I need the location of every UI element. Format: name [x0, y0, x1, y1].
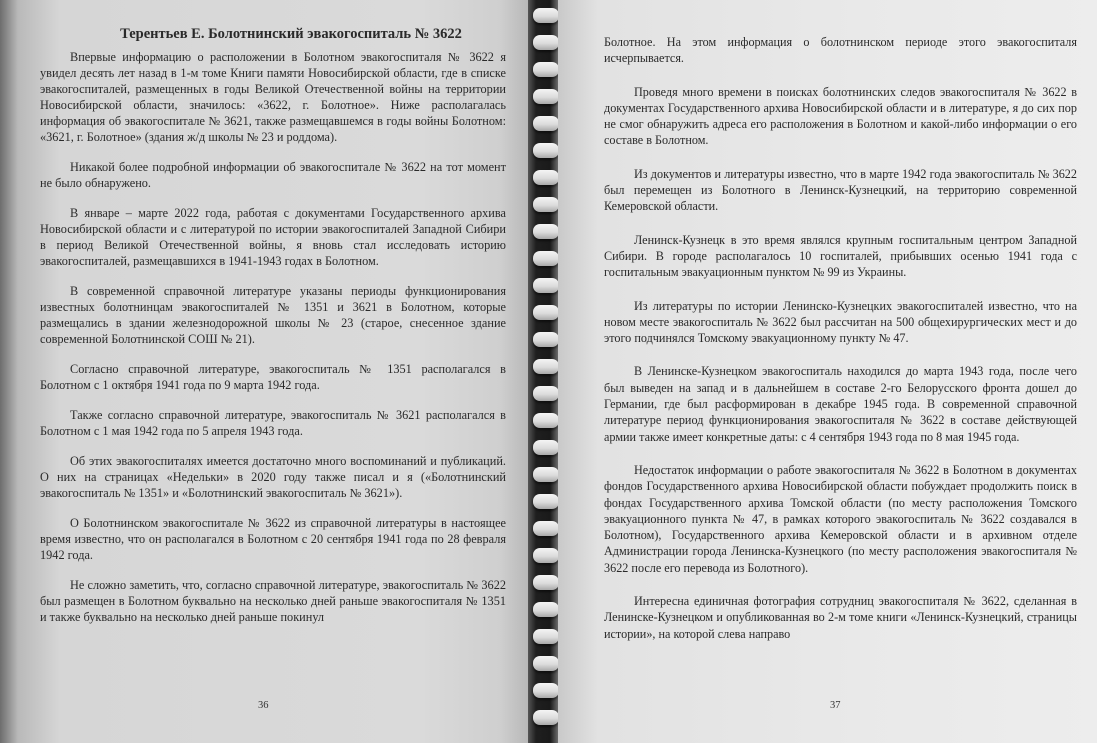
- binding-coil: [533, 602, 559, 617]
- binding-coil: [533, 413, 559, 428]
- binding-coil: [533, 224, 559, 239]
- right-page: [558, 0, 1097, 743]
- binding-coil: [533, 710, 559, 725]
- page-number: 37: [830, 700, 841, 711]
- paragraph: Не сложно заметить, что, согласно справочной литературе, эвакогоспиталь № 3622 был размещен в Болотном буквально на несколько дней раньше эвакогоспиталя № 1351 и также буквально на несколько дней раньше покинул: [40, 578, 506, 624]
- binding-coil: [533, 170, 559, 185]
- paragraph: Об этих эвакогоспиталях имеется достаточно много воспоминаний и публикаций. О них на страницах «Недельки» в 2020 году также писал и я («Болотнинский эвакогоспиталь № 1351» и «Болотнинский эвакогоспиталь № 3621»).: [40, 454, 506, 500]
- binding-coil: [533, 521, 559, 536]
- binding-coil: [533, 62, 559, 77]
- paragraph: О Болотнинском эвакогоспитале № 3622 из справочной литературы в настоящее время известно, что он располагался в Болотном с 20 сентября 1941 года по 28 февраля 1942 года.: [40, 516, 506, 562]
- binding-coil: [533, 278, 559, 293]
- page-number: 36: [258, 700, 269, 711]
- binding-coil: [533, 548, 559, 563]
- paragraph: Из литературы по истории Ленинско-Кузнецких эвакогоспиталей известно, что на новом месте эвакогоспиталь № 3622 был рассчитан на 500 общехирургических мест и до этого подчинялся Томскому эвакуационному пункту № 47.: [604, 298, 1077, 346]
- binding-coil: [533, 359, 559, 374]
- paragraph: Согласно справочной литературе, эвакогоспиталь № 1351 располагался в Болотном с 1 октября 1941 года по 9 марта 1942 года.: [40, 362, 506, 392]
- paragraph: Из документов и литературы известно, что в марте 1942 года эвакогоспиталь № 3622 был перемещен из Болотного в Ленинск-Кузнецкий, на территорию современной Кемеровской области.: [604, 166, 1077, 214]
- article-title: Терентьев Е. Болотнинский эвакогоспиталь № 3622: [120, 26, 462, 42]
- binding-coil: [533, 440, 559, 455]
- binding-coil: [533, 197, 559, 212]
- paragraph: В Ленинске-Кузнецком эвакогоспиталь находился до марта 1943 года, после чего был выведен на запад и в дальнейшем в составе 2-го Белорусского фронта дошел до Германии, где был расформирован в декабре 1945 года. В современной справочной литературе период функционирования эвакогоспиталя № 3622 в составе действующей армии также имеет конкретные даты: с 4 сентября 1943 года по 8 мая 1945 года.: [604, 364, 1077, 444]
- paragraph: В январе – марте 2022 года, работая с документами Государственного архива Новосибирской области и с литературой по истории эвакогоспиталей Западной Сибири в период Великой Отечественной войны, я вновь стал исследовать историю эвакогоспиталей, размещавшихся в 1941-1943 годах в Болотном.: [40, 206, 506, 268]
- paragraph: Интересна единичная фотография сотрудниц эвакогоспиталя № 3622, сделанная в Ленинске-Кузнецком и опубликованная во 2-м томе книги «Ленинск-Кузнецкий, страницы истории», на которой слева направо: [604, 594, 1077, 641]
- binding-coil: [533, 629, 559, 644]
- left-page: [0, 0, 528, 743]
- binding-coil: [533, 35, 559, 50]
- paragraph: Ленинск-Кузнецк в это время являлся крупным госпитальным центром Западной Сибири. В городе располагалось 10 госпиталей, прибывших осенью 1941 года с госпитальным эвакуационным пунктом № 99 из Украины.: [604, 232, 1077, 280]
- binding-coil: [533, 116, 559, 131]
- binding-coil: [533, 89, 559, 104]
- paragraph: В современной справочной литературе указаны периоды функционирования известных болотнинцам эвакогоспиталей № 1351 и 3621 в Болотном, которые размещались в здании железнодорожной школы № 23 (старое, снесенное здание современной Болотнинской СОШ № 21).: [40, 284, 506, 346]
- binding-coil: [533, 575, 559, 590]
- binding-coil: [533, 332, 559, 347]
- binding-coil: [533, 251, 559, 266]
- binding-coil: [533, 143, 559, 158]
- paragraph: Никакой более подробной информации об эвакогоспитале № 3622 на тот момент не было обнаружено.: [40, 160, 506, 190]
- binding-coil: [533, 494, 559, 509]
- binding-coil: [533, 305, 559, 320]
- binding-coil: [533, 656, 559, 671]
- binding-coil: [533, 683, 559, 698]
- binding-coil: [533, 8, 559, 23]
- paragraph: Болотное. На этом информация о болотнинском периоде этого эвакогоспиталя исчерпывается.: [604, 35, 1077, 66]
- paragraph: Недостаток информации о работе эвакогоспиталя № 3622 в Болотном в документах фондов Государственного архива Новосибирской области побуждает продолжить поиск в фондах Государственного архива Томской области (по месту расположения Томского эвакуационного пункта № 47, в рамках которого эвакогоспиталь № 3622 создавался в Болотном), Государственного архива Кемеровской области и в архивном отделе Администрации города Ленинска-Кузнецкого (по месту расположения эвакогоспиталя № 3622 после его перевода из Болотного).: [604, 462, 1077, 575]
- paragraph: Проведя много времени в поисках болотнинских следов эвакогоспиталя № 3622 в документах Государственного архива Новосибирской области и в литературе, я до сих пор не смог обнаружить адреса его расположения в Болотном и какой-либо информации о его составе в Болотном.: [604, 84, 1077, 148]
- binding-coil: [533, 386, 559, 401]
- binding-coil: [533, 467, 559, 482]
- paragraph: Также согласно справочной литературе, эвакогоспиталь № 3621 располагался в Болотном с 1 мая 1942 года по 5 апреля 1943 года.: [40, 408, 506, 438]
- paragraph: Впервые информацию о расположении в Болотном эвакогоспиталя № 3622 я увидел десять лет назад в 1-м томе Книги памяти Новосибирской области, где в списке эвакогоспиталей, размещенных в годы Великой Отечественной войны на территории Новосибирской области, значилось: «3622, г. Болотное». Ниже располагалась информация об эвакогоспитале № 3621, также размещавшемся в годы войны Болотном: «3621, г. Болотное» (здания ж/д школы № 23 и роддома).: [40, 50, 506, 144]
